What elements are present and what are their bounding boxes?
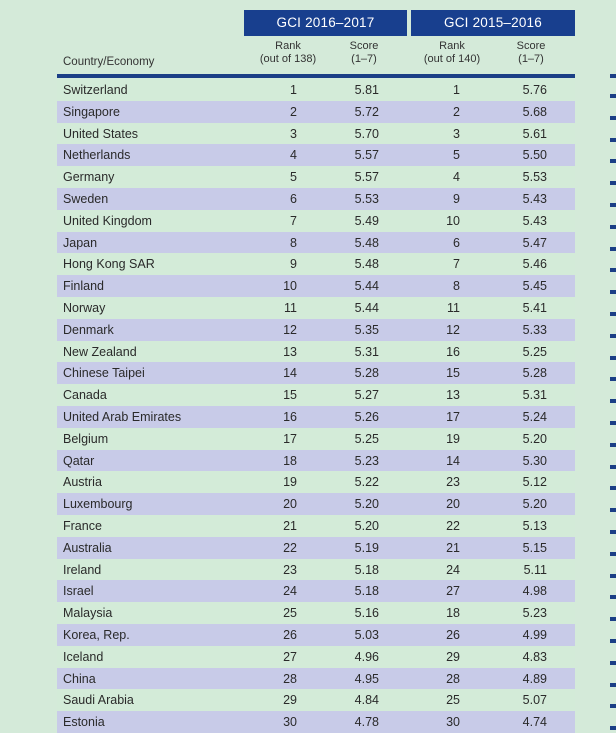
rank-2016-cell: 26 — [283, 627, 297, 642]
edge-marker — [610, 181, 616, 185]
edge-marker — [610, 595, 616, 599]
rank-2016-cell: 25 — [283, 606, 297, 621]
country-cell: Qatar — [63, 453, 95, 468]
edge-marker — [610, 639, 616, 643]
score-2015-cell: 4.74 — [522, 715, 547, 730]
edge-marker — [610, 74, 616, 78]
score-range-label: (1–7) — [351, 53, 377, 65]
country-cell: Saudi Arabia — [63, 693, 134, 708]
score-2016-cell: 5.70 — [354, 126, 379, 141]
score-2015-cell: 4.83 — [522, 649, 547, 664]
rank-2015-cell: 28 — [446, 671, 460, 686]
edge-marker — [610, 486, 616, 490]
score-2015-cell: 5.43 — [522, 213, 547, 228]
score-2016-cell: 5.18 — [354, 584, 379, 599]
gci-2016-header: GCI 2016–2017 — [244, 10, 407, 36]
table-row — [57, 101, 575, 123]
country-cell: Canada — [63, 388, 107, 403]
rank-2016-subheader — [248, 40, 328, 66]
edge-marker — [610, 290, 616, 294]
score-2015-cell: 5.50 — [522, 148, 547, 163]
table-body — [57, 79, 575, 733]
edge-marker — [610, 377, 616, 381]
score-2015-cell: 5.33 — [522, 322, 547, 337]
rank-2015-cell: 15 — [446, 366, 460, 381]
score-2016-cell: 5.81 — [354, 83, 379, 97]
rank-2016-cell: 11 — [284, 300, 297, 315]
rank-2015-cell: 4 — [453, 170, 460, 185]
table-row — [57, 689, 575, 711]
country-cell: Netherlands — [63, 148, 131, 163]
rank-2015-cell: 14 — [446, 453, 460, 468]
edge-marker — [610, 138, 616, 142]
score-2016-cell: 5.22 — [354, 475, 379, 490]
edge-marker — [610, 661, 616, 665]
rank-2016-cell: 22 — [283, 540, 297, 555]
rank-2015-cell: 25 — [446, 693, 460, 708]
country-cell: Sweden — [63, 191, 109, 206]
table-row — [57, 319, 575, 341]
rank-2015-subheader — [412, 40, 492, 66]
edge-marker — [610, 159, 616, 163]
edge-marker — [610, 726, 616, 730]
score-2015-cell: 5.12 — [522, 475, 547, 490]
score-2016-cell: 5.23 — [354, 453, 379, 468]
score-2016-cell: 5.49 — [354, 213, 379, 228]
country-cell: Finland — [63, 279, 104, 294]
score-2015-cell: 5.11 — [523, 562, 547, 577]
rank-range-label: (out of 138) — [259, 53, 317, 65]
score-2016-cell: 5.35 — [354, 322, 379, 337]
score-2015-cell: 5.45 — [522, 279, 547, 294]
score-2016-cell: 5.26 — [354, 409, 379, 424]
rank-2016-cell: 24 — [283, 584, 297, 599]
country-cell: New Zealand — [63, 344, 137, 359]
country-cell: Australia — [63, 540, 112, 555]
table-row — [57, 580, 575, 602]
edge-marker — [610, 443, 616, 447]
score-2016-cell: 4.84 — [354, 693, 379, 708]
rank-2015-cell: 27 — [446, 584, 460, 599]
rank-2016-cell: 28 — [283, 671, 297, 686]
rank-2015-cell: 8 — [453, 279, 460, 294]
table-row — [57, 166, 575, 188]
score-2016-cell: 5.53 — [354, 191, 379, 206]
table-row — [57, 144, 575, 166]
country-cell: Israel — [63, 584, 94, 599]
score-2016-cell: 5.16 — [354, 606, 379, 621]
score-2015-cell: 5.46 — [522, 257, 547, 272]
score-range-label: (1–7) — [518, 53, 544, 65]
rank-2015-cell: 24 — [446, 562, 460, 577]
edge-marker — [610, 508, 616, 512]
rank-2016-cell: 30 — [283, 715, 297, 730]
country-cell: Hong Kong SAR — [63, 257, 155, 272]
edge-marker — [610, 421, 616, 425]
rank-2015-cell: 16 — [446, 344, 460, 359]
edge-marker — [610, 552, 616, 556]
rank-2015-cell: 22 — [446, 518, 460, 533]
rank-2015-cell: 21 — [446, 540, 460, 555]
edge-marker — [610, 268, 616, 272]
country-cell: Austria — [63, 475, 102, 490]
rank-2015-cell: 18 — [446, 606, 460, 621]
rank-2016-cell: 27 — [283, 649, 297, 664]
rank-2015-cell: 20 — [446, 497, 460, 512]
country-cell: Malaysia — [63, 606, 113, 621]
table-row — [57, 646, 575, 668]
score-2015-cell: 4.98 — [522, 584, 547, 599]
edge-marker — [610, 312, 616, 316]
rank-2015-cell: 29 — [446, 649, 460, 664]
score-2015-cell: 5.20 — [522, 497, 547, 512]
score-2015-cell: 5.13 — [522, 518, 547, 533]
country-cell: Japan — [63, 235, 98, 250]
country-column-header: Country/Economy — [63, 56, 155, 68]
score-2015-cell: 5.41 — [522, 300, 547, 315]
table-row — [57, 537, 575, 559]
rank-2016-cell: 20 — [283, 497, 297, 512]
country-cell: Iceland — [63, 649, 104, 664]
table-row — [57, 624, 575, 646]
table-row — [57, 406, 575, 428]
score-2016-cell: 5.57 — [354, 170, 379, 185]
edge-marker — [610, 116, 616, 120]
country-cell: Denmark — [63, 322, 114, 337]
score-2015-cell: 5.47 — [522, 235, 547, 250]
rank-2015-cell: 5 — [453, 148, 460, 163]
rank-2015-cell: 19 — [446, 431, 460, 446]
country-cell: Korea, Rep. — [63, 627, 130, 642]
score-2016-cell: 5.20 — [354, 497, 379, 512]
rank-2015-cell: 23 — [446, 475, 460, 490]
country-cell: Switzerland — [63, 83, 128, 97]
score-2015-cell: 5.43 — [522, 191, 547, 206]
country-cell: Chinese Taipei — [63, 366, 145, 381]
edge-marker — [610, 617, 616, 621]
rank-2016-cell: 12 — [283, 322, 297, 337]
table-row — [57, 559, 575, 581]
table-row — [57, 232, 575, 254]
rank-2015-cell: 17 — [446, 409, 460, 424]
score-2015-cell: 4.89 — [522, 671, 547, 686]
score-2015-cell: 5.61 — [522, 126, 547, 141]
score-2016-cell: 5.27 — [354, 388, 379, 403]
rank-2015-cell: 12 — [446, 322, 460, 337]
rank-2015-cell: 1 — [453, 83, 460, 97]
table-row — [57, 188, 575, 210]
table-row — [57, 493, 575, 515]
edge-marker — [610, 704, 616, 708]
edge-marker — [610, 247, 616, 251]
edge-marker — [610, 465, 616, 469]
rank-2016-cell: 6 — [290, 191, 297, 206]
edge-marker — [610, 683, 616, 687]
score-2016-cell: 5.19 — [354, 540, 379, 555]
score-2016-cell: 5.03 — [354, 627, 379, 642]
score-2015-cell: 5.23 — [522, 606, 547, 621]
score-2016-cell: 4.78 — [354, 715, 379, 730]
rank-2015-cell: 3 — [453, 126, 460, 141]
rank-2015-cell: 13 — [446, 388, 460, 403]
score-2015-cell: 5.53 — [522, 170, 547, 185]
table-row — [57, 253, 575, 275]
score-2015-cell: 4.99 — [522, 627, 547, 642]
table-row — [57, 362, 575, 384]
score-2016-cell: 5.31 — [354, 344, 379, 359]
country-cell: Belgium — [63, 431, 109, 446]
edge-marker — [610, 356, 616, 360]
edge-marker — [610, 399, 616, 403]
rank-2016-cell: 1 — [290, 83, 297, 97]
table-row — [57, 123, 575, 145]
score-2015-subheader — [500, 40, 562, 66]
rank-2016-cell: 16 — [283, 409, 297, 424]
rank-label: Rank — [275, 40, 301, 52]
score-2015-cell: 5.24 — [522, 409, 547, 424]
table-row — [57, 384, 575, 406]
score-2016-cell: 5.18 — [354, 562, 379, 577]
edge-marker — [610, 334, 616, 338]
score-2016-cell: 5.57 — [354, 148, 379, 163]
rank-2016-cell: 3 — [290, 126, 297, 141]
country-cell: United States — [63, 126, 139, 141]
table-row — [57, 668, 575, 690]
table-row — [57, 515, 575, 537]
score-2016-cell: 5.28 — [354, 366, 379, 381]
score-2015-cell: 5.30 — [522, 453, 547, 468]
score-2015-cell: 5.25 — [522, 344, 547, 359]
score-2015-cell: 5.28 — [522, 366, 547, 381]
table-row — [57, 471, 575, 493]
rank-2016-cell: 29 — [283, 693, 297, 708]
rank-2016-cell: 21 — [283, 518, 297, 533]
edge-marker — [610, 203, 616, 207]
score-label: Score — [516, 40, 546, 52]
country-cell: United Kingdom — [63, 213, 152, 228]
table-row — [57, 711, 575, 733]
score-2016-cell: 5.72 — [354, 104, 379, 119]
rank-2016-cell: 9 — [290, 257, 297, 272]
score-2015-cell: 5.07 — [522, 693, 547, 708]
rank-2015-cell: 10 — [446, 213, 460, 228]
rank-2015-cell: 2 — [453, 104, 460, 119]
rank-2016-cell: 10 — [283, 279, 297, 294]
rank-2016-cell: 8 — [290, 235, 297, 250]
rank-2016-cell: 4 — [290, 148, 297, 163]
rank-2015-cell: 30 — [446, 715, 460, 730]
score-label: Score — [349, 40, 379, 52]
table-row — [57, 210, 575, 232]
country-cell: France — [63, 518, 102, 533]
score-2016-cell: 5.25 — [354, 431, 379, 446]
country-cell: Norway — [63, 300, 106, 315]
edge-marker — [610, 225, 616, 229]
rank-2015-cell: 6 — [453, 235, 460, 250]
score-2016-cell: 5.48 — [354, 257, 379, 272]
score-2016-subheader — [334, 40, 394, 66]
score-2015-cell: 5.76 — [522, 83, 547, 97]
country-cell: Estonia — [63, 715, 105, 730]
table-row — [57, 450, 575, 472]
country-cell: Luxembourg — [63, 497, 133, 512]
edge-marker — [610, 530, 616, 534]
rank-2016-cell: 18 — [283, 453, 297, 468]
rank-2016-cell: 17 — [283, 431, 297, 446]
edge-marker — [610, 574, 616, 578]
score-2015-cell: 5.15 — [522, 540, 547, 555]
rank-2015-cell: 9 — [453, 191, 460, 206]
rank-range-label: (out of 140) — [423, 53, 481, 65]
score-2015-cell: 5.31 — [522, 388, 547, 403]
country-cell: Germany — [63, 170, 115, 185]
edge-marker — [610, 94, 616, 98]
country-cell: United Arab Emirates — [63, 409, 182, 424]
score-2016-cell: 5.44 — [354, 279, 379, 294]
rank-2016-cell: 2 — [290, 104, 297, 119]
score-2015-cell: 5.20 — [522, 431, 547, 446]
score-2016-cell: 5.20 — [354, 518, 379, 533]
score-2016-cell: 4.96 — [354, 649, 379, 664]
table-row — [57, 79, 575, 101]
rank-2016-cell: 5 — [290, 170, 297, 185]
table-row — [57, 297, 575, 319]
rank-2016-cell: 23 — [283, 562, 297, 577]
rank-label: Rank — [439, 40, 465, 52]
score-2016-cell: 4.95 — [354, 671, 379, 686]
country-cell: Singapore — [63, 104, 120, 119]
rank-2016-cell: 7 — [290, 213, 297, 228]
score-2016-cell: 5.44 — [354, 300, 379, 315]
table-row — [57, 341, 575, 363]
score-2016-cell: 5.48 — [354, 235, 379, 250]
country-cell: Ireland — [63, 562, 102, 577]
rank-2015-cell: 26 — [446, 627, 460, 642]
rank-2016-cell: 15 — [283, 388, 297, 403]
country-cell: China — [63, 671, 96, 686]
rank-2016-cell: 14 — [283, 366, 297, 381]
table-row — [57, 602, 575, 624]
score-2015-cell: 5.68 — [522, 104, 547, 119]
table-row — [57, 275, 575, 297]
header-divider — [57, 74, 575, 78]
rank-2016-cell: 19 — [283, 475, 297, 490]
gci-2015-header: GCI 2015–2016 — [411, 10, 575, 36]
rank-2015-cell: 7 — [453, 257, 460, 272]
table-row — [57, 428, 575, 450]
rank-2016-cell: 13 — [283, 344, 297, 359]
rank-2015-cell: 11 — [447, 300, 460, 315]
